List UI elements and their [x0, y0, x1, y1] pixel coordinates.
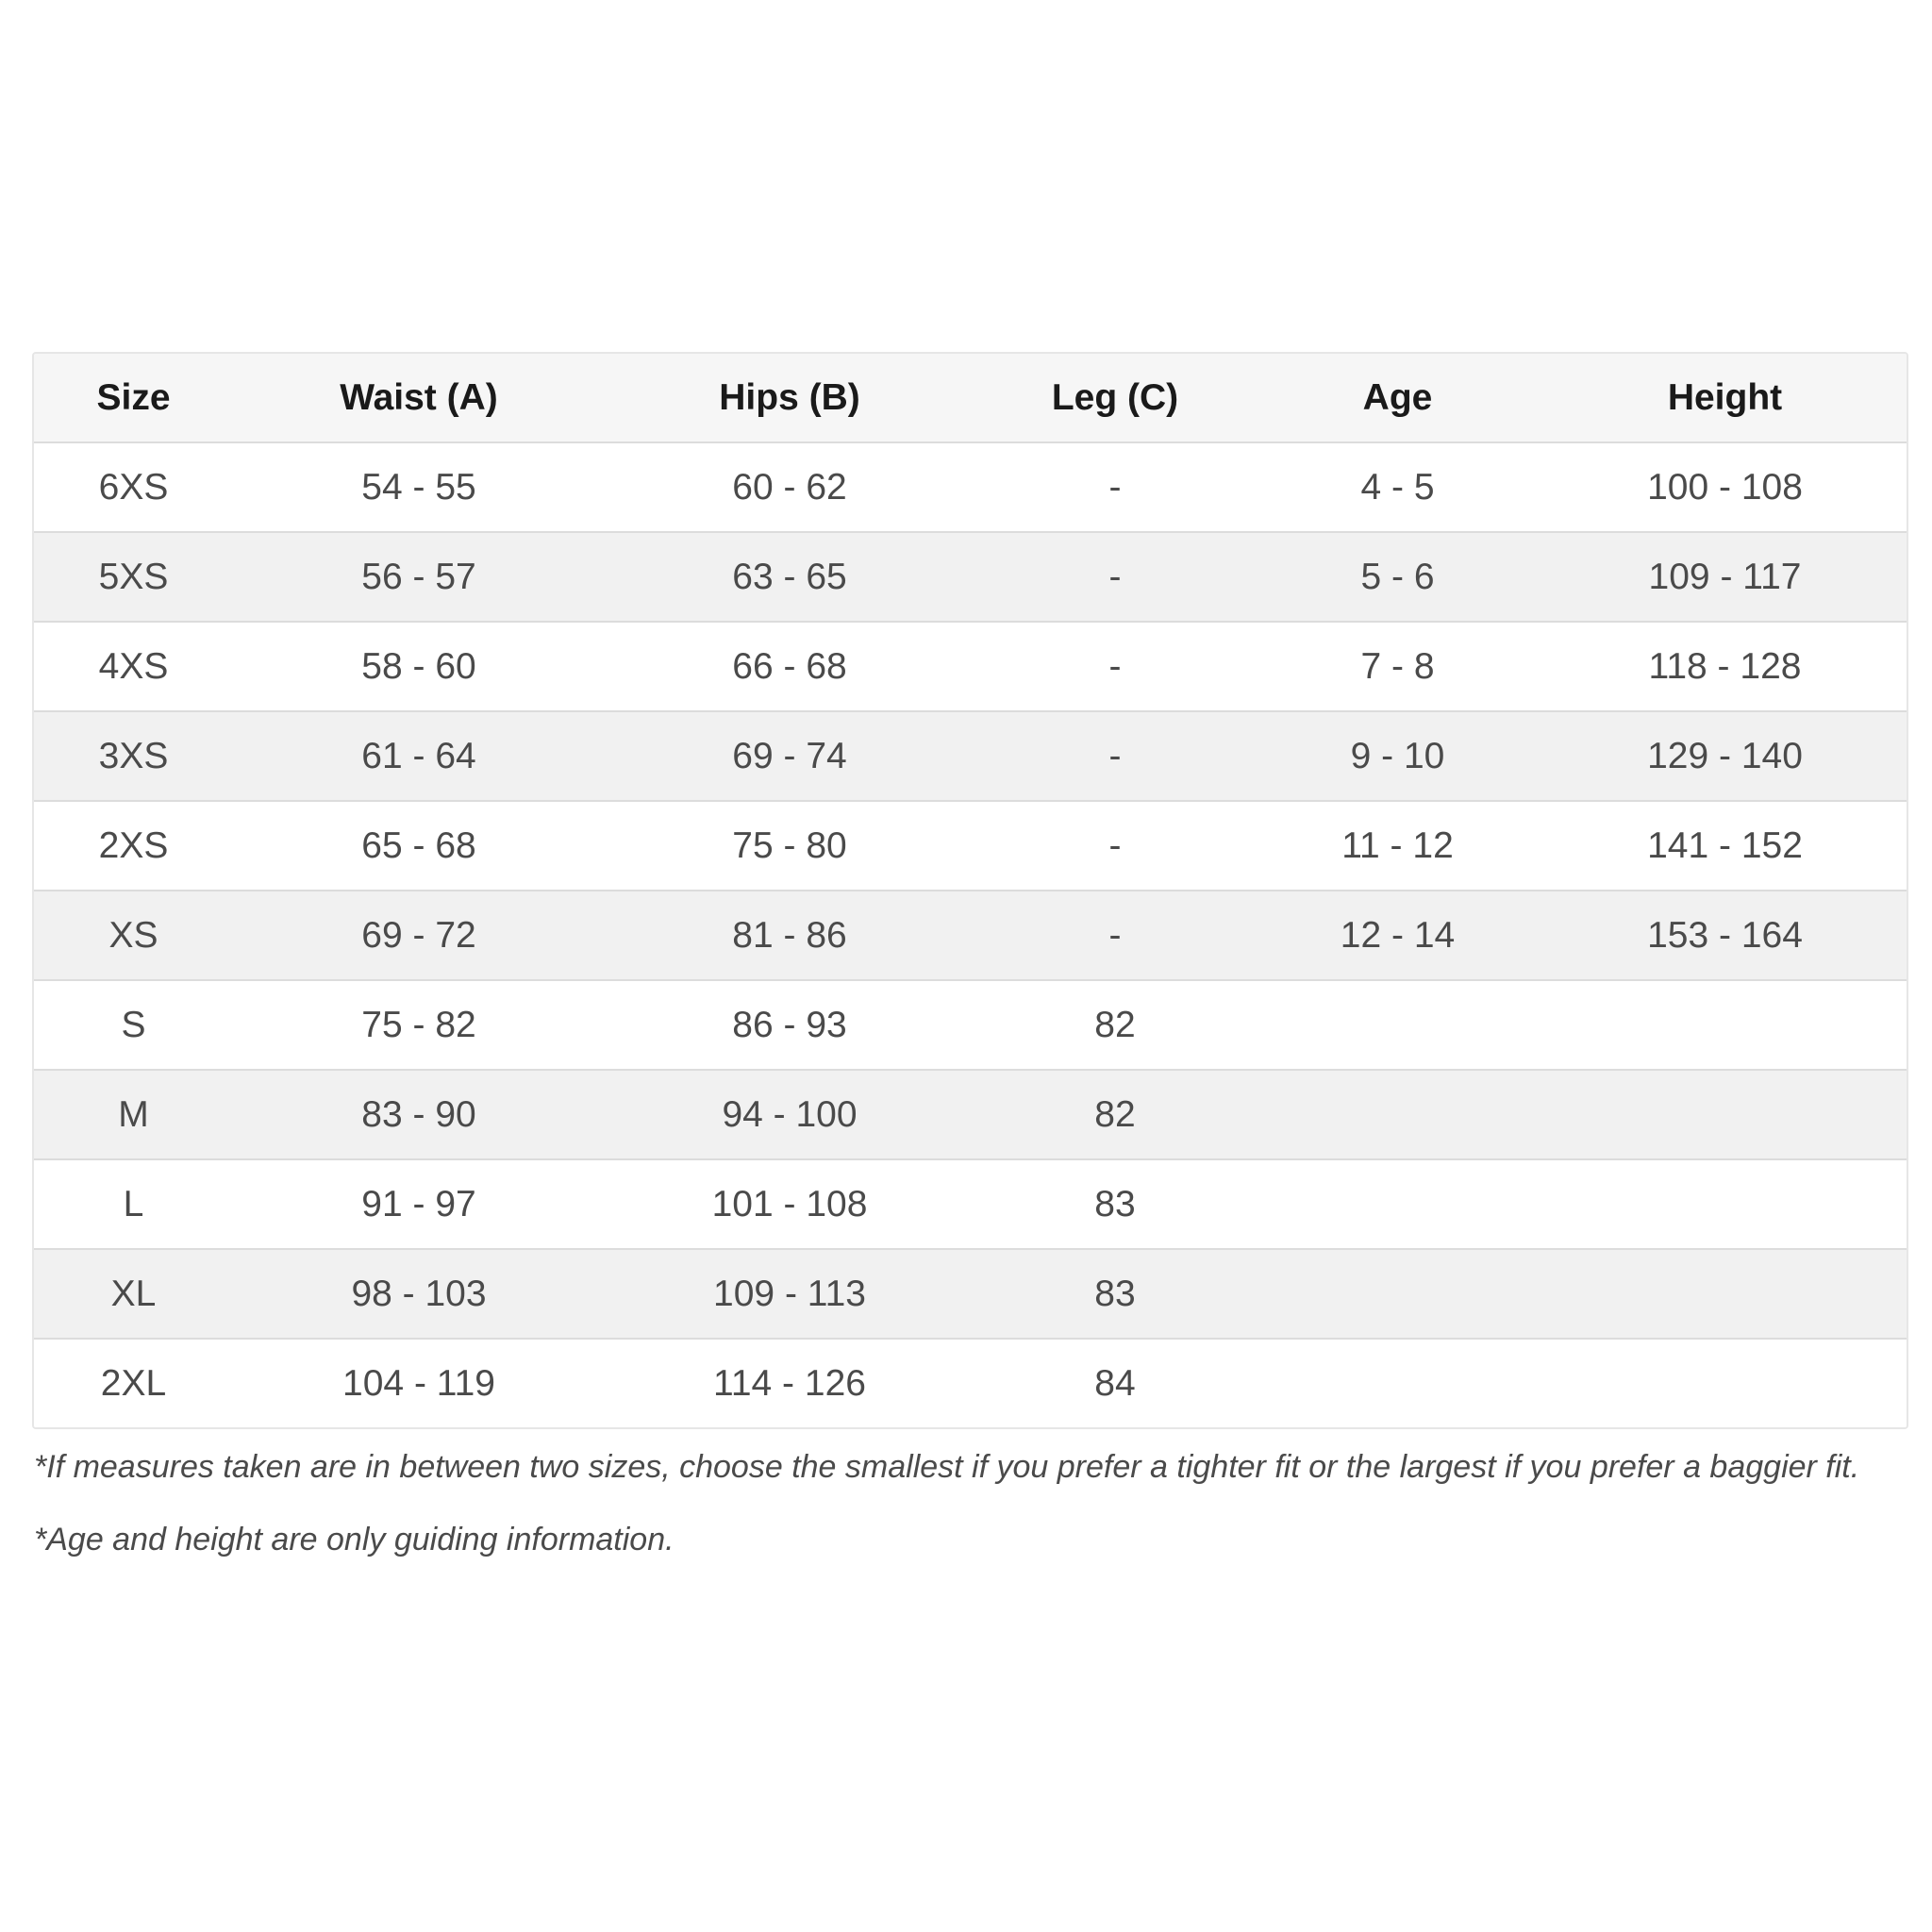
cell-hips: 86 - 93 [605, 980, 974, 1070]
cell-age [1256, 1070, 1540, 1159]
cell-size: 2XS [34, 801, 233, 891]
cell-waist: 58 - 60 [233, 622, 605, 711]
cell-leg: 84 [1094, 1362, 1136, 1404]
cell-leg: - [974, 532, 1256, 622]
header-waist: Waist (A) [233, 354, 605, 442]
cell-height: 100 - 108 [1540, 442, 1908, 532]
cell-hips: 63 - 65 [605, 532, 974, 622]
cell-size: XS [34, 891, 233, 980]
cell-waist: 91 - 97 [233, 1159, 605, 1249]
cell-height [1540, 1339, 1908, 1427]
cell-waist: 61 - 64 [233, 711, 605, 801]
cell-height: 141 - 152 [1540, 801, 1908, 891]
cell-height [1540, 980, 1908, 1070]
cell-hips: 114 - 126 [713, 1362, 866, 1404]
cell-age: 5 - 6 [1256, 532, 1540, 622]
table-row [34, 1339, 1908, 1427]
cell-leg: - [974, 622, 1256, 711]
table-row [34, 1159, 1908, 1249]
cell-age: 4 - 5 [1256, 442, 1540, 532]
cell-height [1540, 1159, 1908, 1249]
cell-leg: 82 [974, 980, 1256, 1070]
cell-size: 4XS [34, 622, 233, 711]
cell-size: L [34, 1159, 233, 1249]
cell-age: 7 - 8 [1256, 622, 1540, 711]
cell-height [1540, 1070, 1908, 1159]
cell-size: 3XS [34, 711, 233, 801]
cell-height: 118 - 128 [1540, 622, 1908, 711]
cell-height: 129 - 140 [1540, 711, 1908, 801]
footnotes [34, 1448, 1902, 1593]
size-table [34, 354, 1908, 1427]
cell-waist: 54 - 55 [233, 442, 605, 532]
cell-size: XL [34, 1249, 233, 1339]
table-row [34, 622, 1908, 711]
cell-waist: 65 - 68 [233, 801, 605, 891]
cell-waist: 98 - 103 [233, 1249, 605, 1339]
cell-age: 9 - 10 [1256, 711, 1540, 801]
cell-waist: 69 - 72 [233, 891, 605, 980]
cell-age: 11 - 12 [1256, 801, 1540, 891]
cell-leg: - [974, 711, 1256, 801]
cell-age [1256, 1249, 1540, 1339]
cell-leg: - [974, 442, 1256, 532]
cell-height: 109 - 117 [1540, 532, 1908, 622]
cell-leg: - [974, 801, 1256, 891]
cell-waist: 56 - 57 [233, 532, 605, 622]
cell-size: 6XS [34, 442, 233, 532]
cell-leg: 83 [974, 1249, 1256, 1339]
cell-hips: 81 - 86 [605, 891, 974, 980]
cell-leg: 83 [974, 1159, 1256, 1249]
cell-waist: 104 - 119 [342, 1362, 495, 1404]
cell-age [1256, 1339, 1540, 1427]
cell-age [1256, 1159, 1540, 1249]
cell-hips: 66 - 68 [605, 622, 974, 711]
cell-leg: - [974, 891, 1256, 980]
cell-hips: 94 - 100 [605, 1070, 974, 1159]
cell-height [1540, 1249, 1908, 1339]
table-header-row [34, 354, 1908, 442]
cell-age [1256, 980, 1540, 1070]
cell-size: 2XL [100, 1362, 167, 1404]
cell-size: M [34, 1070, 233, 1159]
table-row [34, 801, 1908, 891]
cell-waist: 83 - 90 [233, 1070, 605, 1159]
table-row [34, 711, 1908, 801]
cell-hips: 75 - 80 [605, 801, 974, 891]
guide-footnote: *Age and height are only guiding information. [34, 1522, 675, 1557]
table-row [34, 891, 1908, 980]
cell-hips: 60 - 62 [605, 442, 974, 532]
cell-height: 153 - 164 [1540, 891, 1908, 980]
table-row [34, 980, 1908, 1070]
cell-hips: 69 - 74 [605, 711, 974, 801]
header-height: Height [1540, 354, 1908, 442]
header-age: Age [1256, 354, 1540, 442]
cell-hips: 101 - 108 [605, 1159, 974, 1249]
table-row [34, 1070, 1908, 1159]
header-hips: Hips (B) [605, 354, 974, 442]
table-row [34, 1249, 1908, 1339]
fit-footnote: *If measures taken are in between two sizes, choose the smallest if you prefer a tighter fit or the largest if you prefer a baggier fit. [34, 1449, 1860, 1485]
table-row [34, 442, 1908, 532]
size-chart [32, 352, 1908, 1429]
cell-leg: 82 [974, 1070, 1256, 1159]
cell-size: 5XS [34, 532, 233, 622]
table-row [34, 532, 1908, 622]
cell-age: 12 - 14 [1256, 891, 1540, 980]
header-size: Size [34, 354, 233, 442]
header-leg: Leg (C) [974, 354, 1256, 442]
cell-waist: 75 - 82 [233, 980, 605, 1070]
cell-hips: 109 - 113 [605, 1249, 974, 1339]
cell-size: S [34, 980, 233, 1070]
